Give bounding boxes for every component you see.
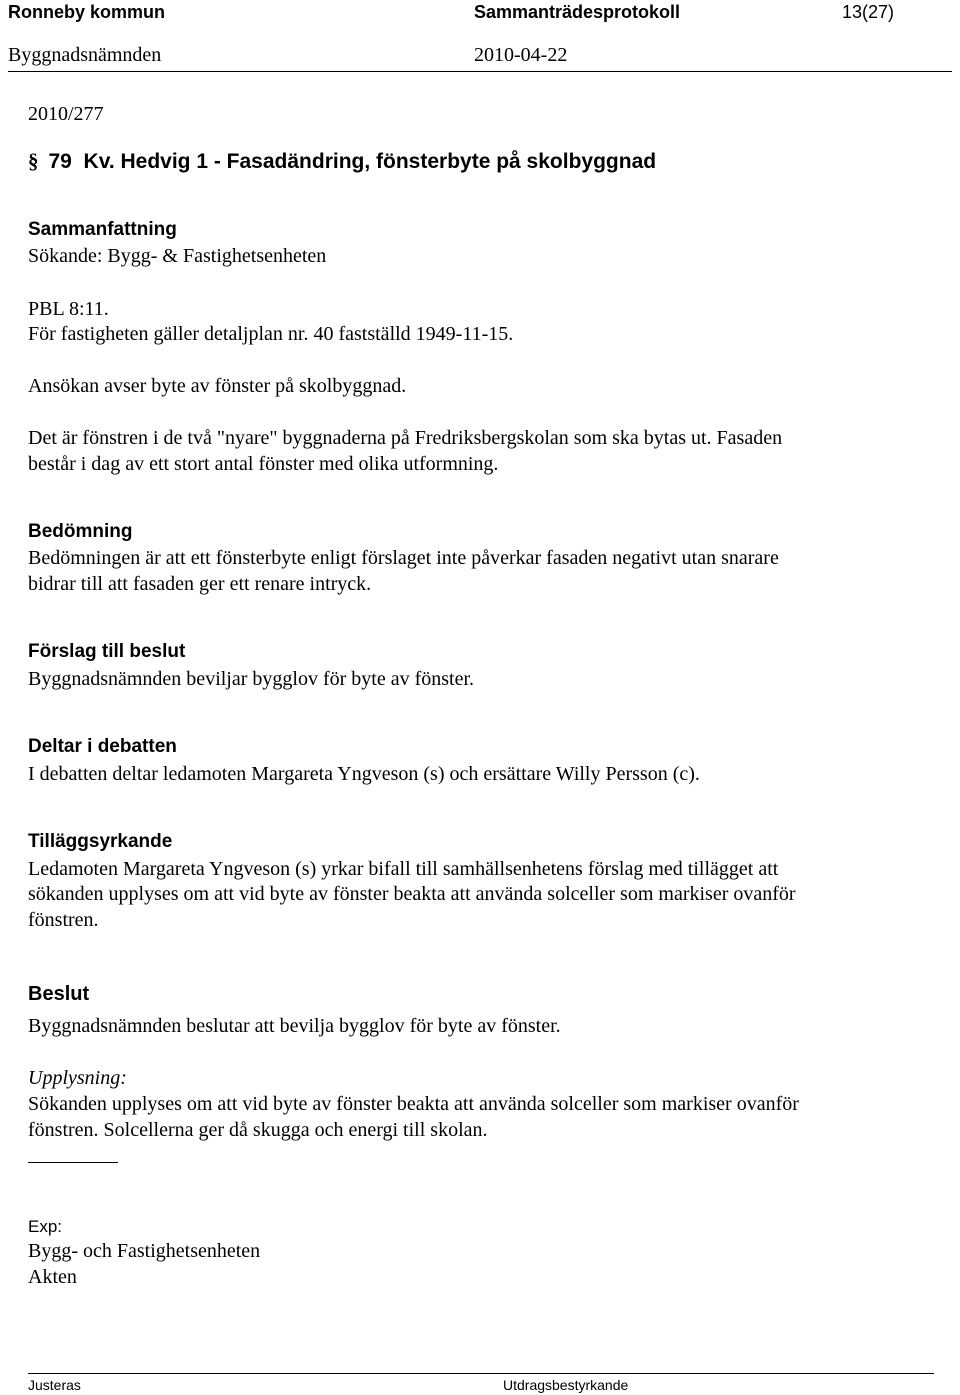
forslag-text: Byggnadsnämnden beviljar bygglov för byte av fönster. <box>28 668 475 690</box>
tillagg-line-3: fönstren. <box>28 909 99 931</box>
paragraph-number: 79 <box>48 150 72 173</box>
debatt-text: I debatten deltar ledamoten Margareta Yngveson (s) och ersättare Willy Persson (c). <box>28 763 700 785</box>
section-heading-sammanfattning: Sammanfattning <box>28 219 177 240</box>
paragraph-title <box>28 148 656 175</box>
plan-text: För fastigheten gäller detaljplan nr. 40 fastställd 1949-11-15. <box>28 323 514 345</box>
paragraph-symbol: § <box>28 149 39 173</box>
exp-recipient-2: Akten <box>28 1266 77 1288</box>
section-heading-tillagg: Tilläggsyrkande <box>28 831 173 852</box>
header-committee: Byggnadsnämnden <box>8 44 162 66</box>
header-rule <box>8 71 952 72</box>
tillagg-line-2: sökanden upplyses om att vid byte av fönster beakta att använda solceller som markiser ovanför <box>28 883 796 905</box>
exp-label: Exp: <box>28 1217 63 1236</box>
description-line-1: Det är fönstren i de två "nyare" byggnaderna på Fredriksbergskolan som ska bytas ut. Fasaden <box>28 427 783 449</box>
paragraph-heading-text: Kv. Hedvig 1 - Fasadändring, fönsterbyte på skolbyggnad <box>83 150 657 173</box>
upplysning-line-2: fönstren. Solcellerna ger då skugga och energi till skolan. <box>28 1119 488 1141</box>
description-line-2: består i dag av ett stort antal fönster med olika utformning. <box>28 453 499 475</box>
section-heading-forslag: Förslag till beslut <box>28 641 186 662</box>
section-heading-bedomning: Bedömning <box>28 521 133 542</box>
header-doc-type: Sammanträdesprotokoll <box>474 2 681 22</box>
beslut-text: Byggnadsnämnden beslutar att bevilja bygglov för byte av fönster. <box>28 1015 561 1037</box>
upplysning-label: Upplysning: <box>28 1067 127 1089</box>
header-date: 2010-04-22 <box>474 44 568 66</box>
header-org: Ronneby kommun <box>8 2 166 22</box>
section-heading-beslut: Beslut <box>28 983 90 1005</box>
footer-rule <box>28 1373 934 1374</box>
upplysning-line-1: Sökanden upplyses om att vid byte av fönster beakta att använda solceller som markiser ovanför <box>28 1093 799 1115</box>
footer-justeras: Justeras <box>28 1377 81 1393</box>
header-page-number: 13(27) <box>842 2 895 22</box>
separator-line <box>28 1162 118 1163</box>
law-reference: PBL 8:11. <box>28 298 109 320</box>
exp-recipient-1: Bygg- och Fastighetsenheten <box>28 1240 261 1262</box>
application-text: Ansökan avser byte av fönster på skolbyggnad. <box>28 375 407 397</box>
section-heading-debatt: Deltar i debatten <box>28 736 177 757</box>
case-number: 2010/277 <box>28 103 104 125</box>
bedomning-line-2: bidrar till att fasaden ger ett renare intryck. <box>28 573 372 595</box>
bedomning-line-1: Bedömningen är att ett fönsterbyte enligt förslaget inte påverkar fasaden negativt utan snarare <box>28 547 779 569</box>
tillagg-line-1: Ledamoten Margareta Yngveson (s) yrkar bifall till samhällsenhetens förslag med tillägget att <box>28 858 779 880</box>
applicant-text: Sökande: Bygg- & Fastighetsenheten <box>28 245 327 267</box>
footer-utdragsbestyrkande: Utdragsbestyrkande <box>503 1377 629 1393</box>
